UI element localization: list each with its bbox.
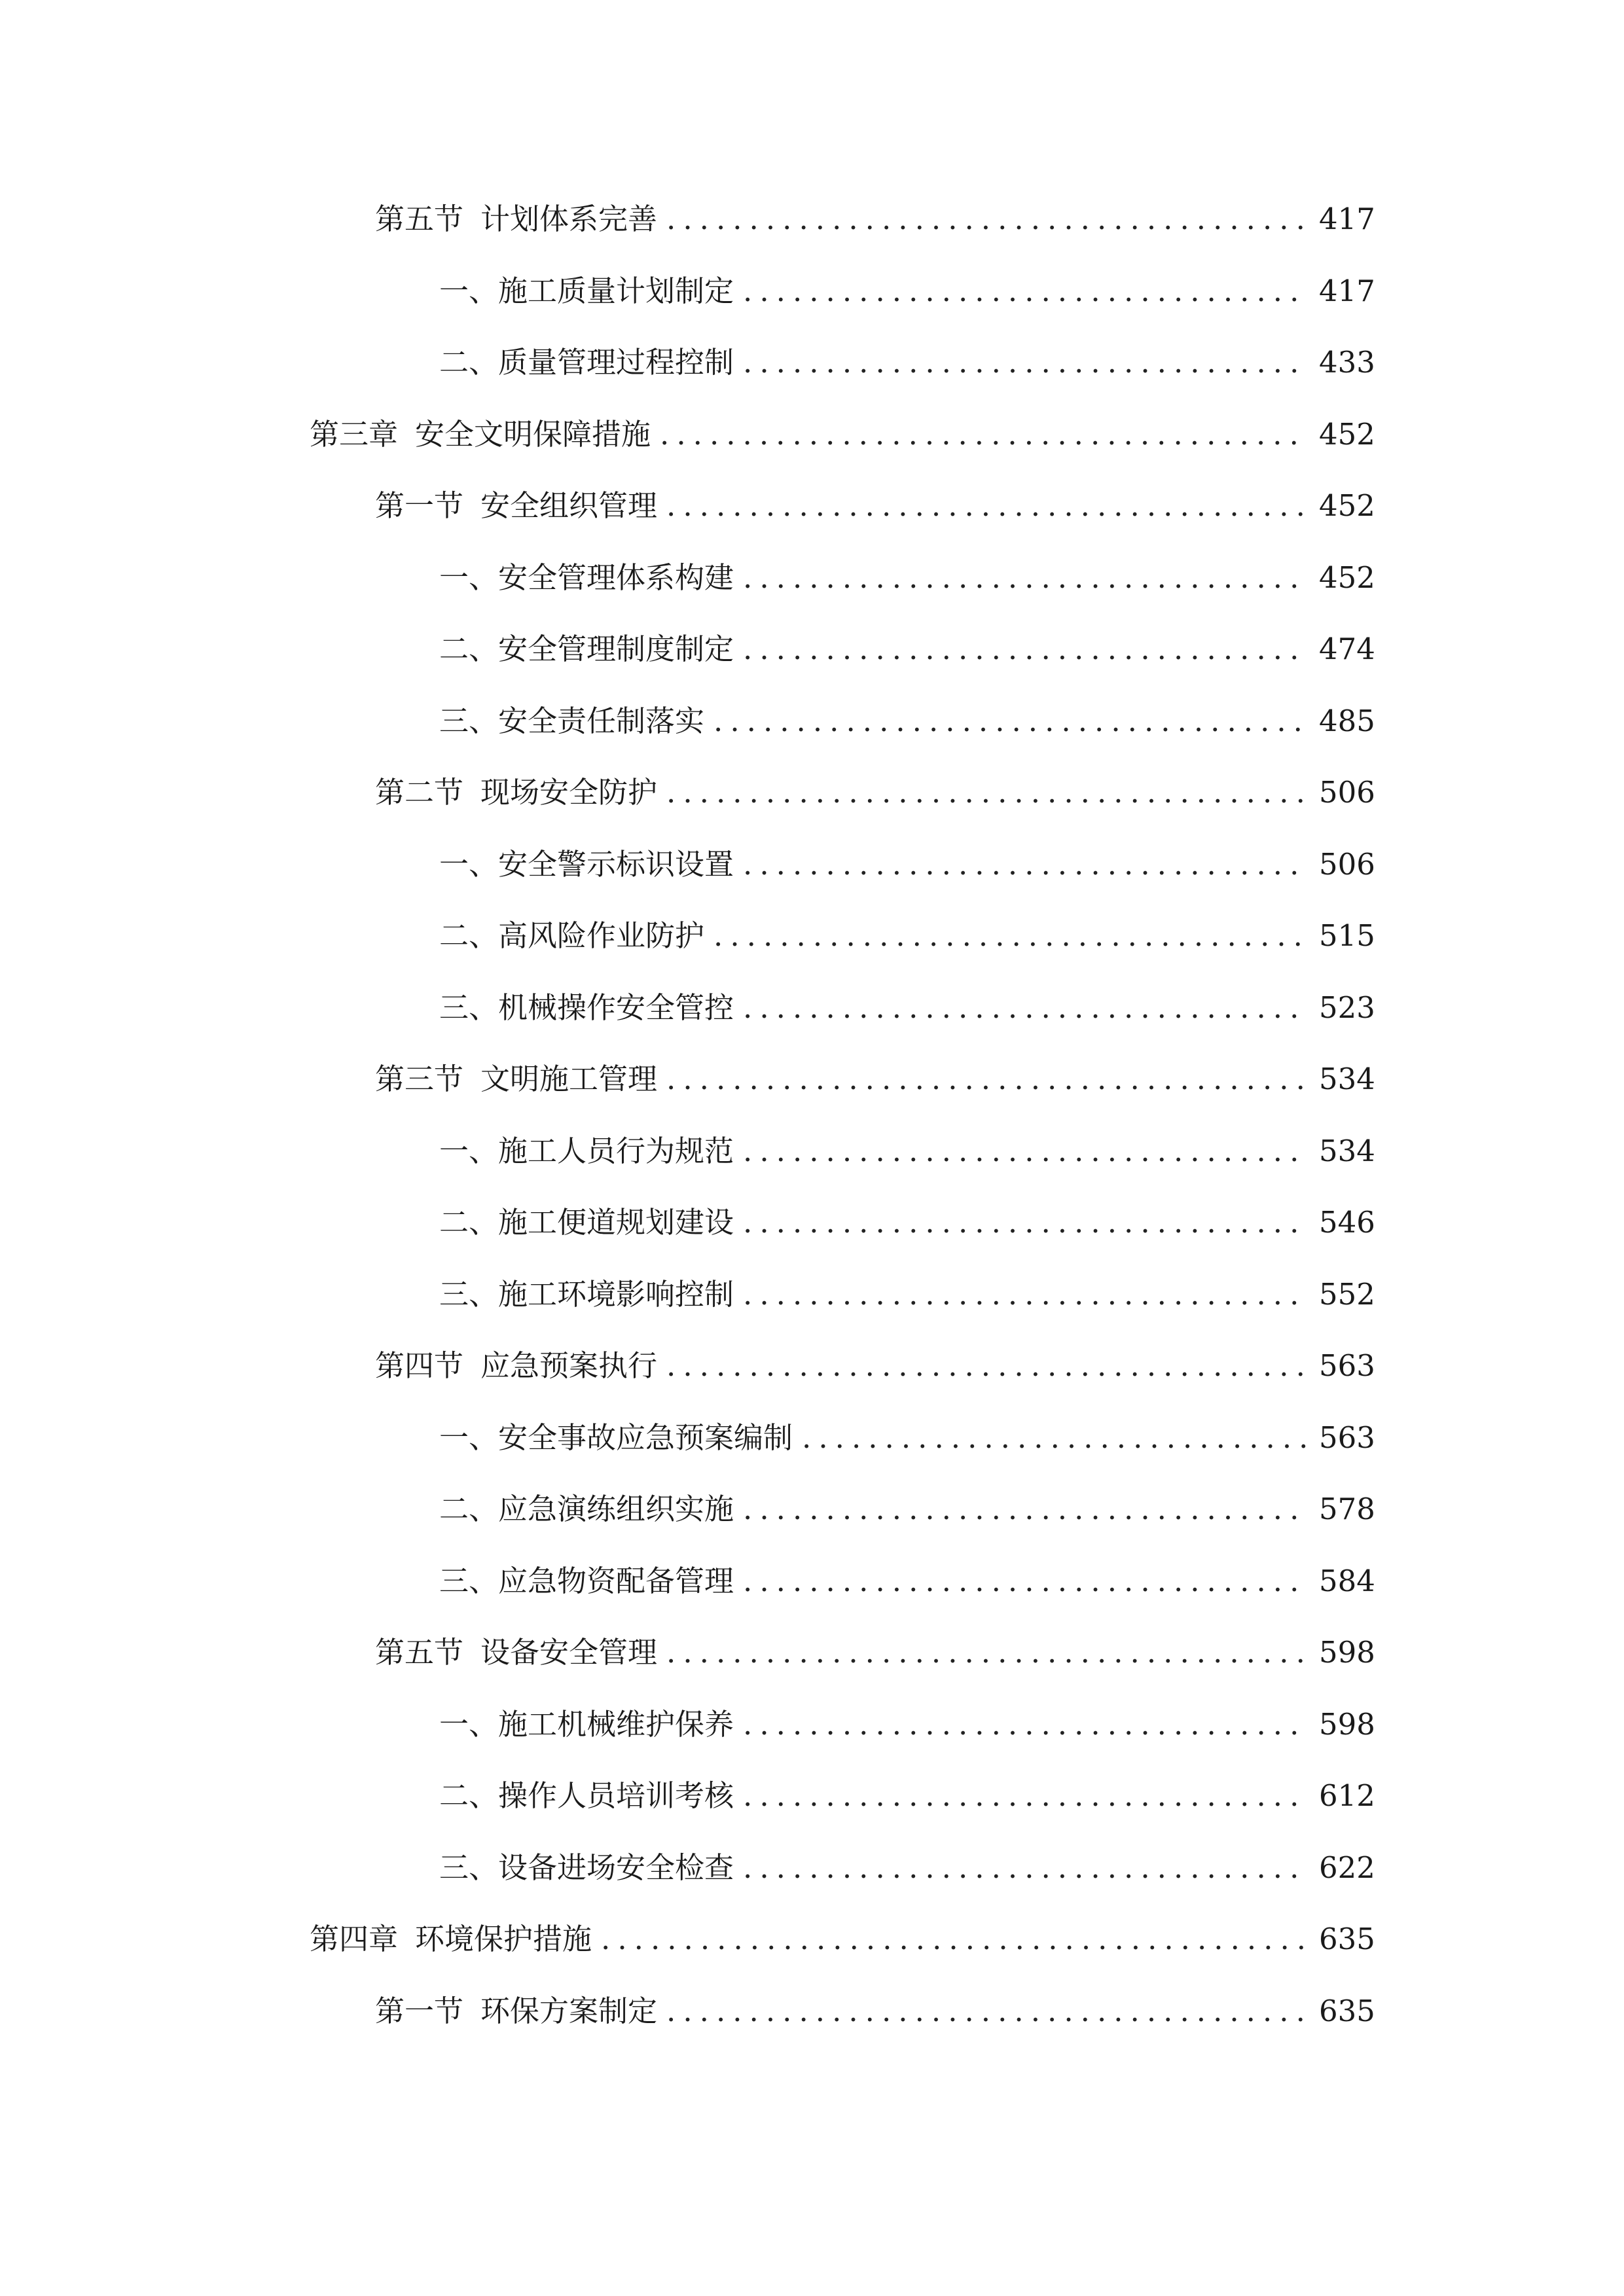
toc-page-number: 417 [1319,202,1375,236]
toc-title: 应急演练组织实施 [498,1492,734,1526]
toc-number: 三、 [439,1564,499,1598]
toc-subsection[interactable] [439,1848,1375,1888]
toc-number: 一、 [439,560,499,595]
toc-page-number: 474 [1319,632,1375,666]
toc-page-number: 584 [1319,1564,1375,1598]
dot-leader [743,1705,1307,1744]
toc-title: 设备安全管理 [480,1635,658,1670]
toc-section[interactable] [375,1060,1375,1099]
toc-title: 设备进场安全检查 [498,1850,734,1885]
dot-leader [660,415,1307,454]
dot-leader [743,558,1307,598]
dot-leader [743,272,1307,311]
dot-leader [743,988,1307,1028]
toc-number: 二、 [439,1205,499,1240]
toc-subsection[interactable] [439,272,1375,311]
toc-title: 计划体系完善 [480,202,658,236]
toc-page-number: 452 [1319,560,1375,595]
toc-subsection[interactable] [439,1203,1375,1242]
toc-title: 应急预案执行 [480,1348,658,1383]
toc-page-number: 452 [1319,488,1375,523]
dot-leader [666,1060,1307,1099]
toc-page-number: 552 [1319,1277,1375,1312]
dot-leader [743,1490,1307,1529]
toc-page-number: 485 [1319,704,1375,738]
toc-subsection[interactable] [439,702,1375,741]
toc-section[interactable] [375,773,1375,812]
toc-subsection[interactable] [439,558,1375,598]
toc-title: 安全责任制落实 [498,704,705,738]
toc-page-number: 506 [1319,847,1375,882]
dot-leader [743,1562,1307,1601]
toc-subsection[interactable] [439,630,1375,669]
dot-leader [743,1203,1307,1242]
toc-page-number: 417 [1319,274,1375,308]
dot-leader [666,1346,1307,1386]
toc-title: 安全文明保障措施 [415,417,651,452]
toc-chapter[interactable] [310,1920,1375,1959]
toc-title: 机械操作安全管控 [498,990,734,1025]
dot-leader [743,845,1307,884]
toc-number: 第五节 [375,202,464,236]
dot-leader [743,1776,1307,1816]
toc-section[interactable] [375,1992,1375,2031]
toc-number: 第三章 [310,417,399,452]
toc-number: 三、 [439,990,499,1025]
dot-leader [666,1633,1307,1672]
toc-title: 安全管理制度制定 [498,632,734,666]
toc-page-number: 546 [1319,1205,1375,1240]
toc-subsection[interactable] [439,916,1375,956]
toc-title: 文明施工管理 [480,1062,658,1096]
toc-number: 二、 [439,918,499,953]
toc-section[interactable] [375,200,1375,239]
toc-title: 施工便道规划建设 [498,1205,734,1240]
toc-number: 一、 [439,274,499,308]
toc-page-number: 563 [1319,1348,1375,1383]
toc-number: 第一节 [375,488,464,523]
toc-number: 二、 [439,345,499,380]
toc-subsection[interactable] [439,1490,1375,1529]
dot-leader [666,1992,1307,2031]
toc-title: 操作人员培训考核 [498,1778,734,1813]
toc-subsection[interactable] [439,1705,1375,1744]
toc-subsection[interactable] [439,1418,1375,1458]
toc-page-number: 635 [1319,1994,1375,2028]
dot-leader [743,343,1307,382]
toc-title: 安全管理体系构建 [498,560,734,595]
toc-number: 二、 [439,1778,499,1813]
toc-page-number: 523 [1319,990,1375,1025]
toc-number: 一、 [439,1707,499,1742]
toc-page-number: 452 [1319,417,1375,452]
toc-title: 环保方案制定 [480,1994,658,2028]
toc-subsection[interactable] [439,343,1375,382]
dot-leader [713,702,1307,741]
toc-subsection[interactable] [439,1275,1375,1314]
toc-number: 第一节 [375,1994,464,2028]
toc-title: 质量管理过程控制 [498,345,734,380]
toc-title: 应急物资配备管理 [498,1564,734,1598]
toc-title: 安全事故应急预案编制 [498,1420,793,1455]
toc-subsection[interactable] [439,1132,1375,1171]
dot-leader [743,630,1307,669]
toc-title: 施工环境影响控制 [498,1277,734,1312]
toc-section[interactable] [375,1346,1375,1386]
toc-page-number: 578 [1319,1492,1375,1526]
toc-number: 三、 [439,1277,499,1312]
toc-subsection[interactable] [439,1562,1375,1601]
toc-number: 三、 [439,704,499,738]
toc-number: 一、 [439,1420,499,1455]
dot-leader [666,200,1307,239]
toc-subsection[interactable] [439,988,1375,1028]
toc-title: 安全组织管理 [480,488,658,523]
dot-leader [743,1848,1307,1888]
toc-page-number: 622 [1319,1850,1375,1885]
toc-number: 第四章 [310,1922,399,1956]
toc-page-number: 598 [1319,1707,1375,1742]
toc-number: 二、 [439,1492,499,1526]
toc-section[interactable] [375,1633,1375,1672]
toc-number: 第五节 [375,1635,464,1670]
toc-section[interactable] [375,486,1375,526]
toc-number: 三、 [439,1850,499,1885]
toc-title: 施工人员行为规范 [498,1134,734,1168]
dot-leader [666,773,1307,812]
dot-leader [802,1418,1307,1458]
toc-number: 一、 [439,847,499,882]
toc-number: 一、 [439,1134,499,1168]
dot-leader [713,916,1307,956]
dot-leader [743,1132,1307,1171]
toc-number: 第四节 [375,1348,464,1383]
toc-page-number: 598 [1319,1635,1375,1670]
toc-page-number: 506 [1319,775,1375,810]
toc-title: 现场安全防护 [480,775,658,810]
dot-leader [666,486,1307,526]
toc-page-number: 612 [1319,1778,1375,1813]
toc-title: 施工质量计划制定 [498,274,734,308]
toc-number: 第二节 [375,775,464,810]
toc-number: 第三节 [375,1062,464,1096]
toc-chapter[interactable] [310,415,1375,454]
toc-title: 安全警示标识设置 [498,847,734,882]
toc-page-number: 534 [1319,1062,1375,1096]
toc-subsection[interactable] [439,1776,1375,1816]
toc-title: 施工机械维护保养 [498,1707,734,1742]
dot-leader [743,1275,1307,1314]
toc-title: 环境保护措施 [415,1922,592,1956]
toc-subsection[interactable] [439,845,1375,884]
toc-title: 高风险作业防护 [498,918,705,953]
toc-page-number: 563 [1319,1420,1375,1455]
toc-page-number: 433 [1319,345,1375,380]
toc-number: 二、 [439,632,499,666]
dot-leader [601,1920,1307,1959]
toc-page-number: 635 [1319,1922,1375,1956]
toc-page-number: 515 [1319,918,1375,953]
toc-page-number: 534 [1319,1134,1375,1168]
